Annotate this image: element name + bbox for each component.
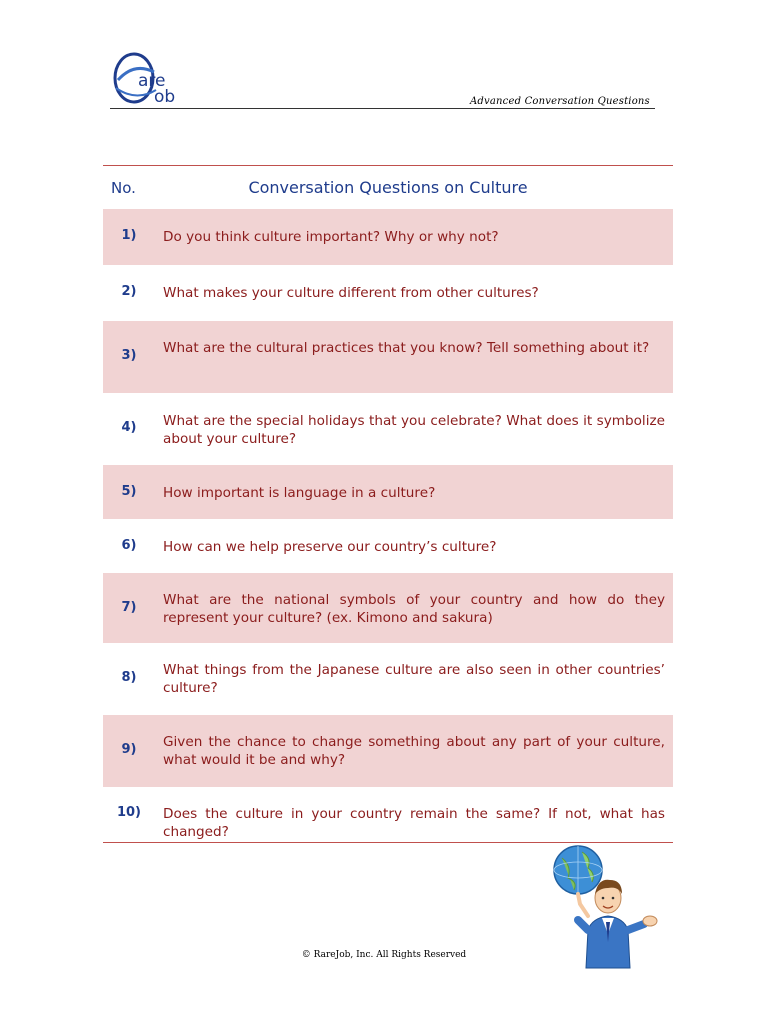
rarejob-logo xyxy=(112,52,212,108)
row-number: 2) xyxy=(121,284,137,299)
header-subtitle: Advanced Conversation Questions xyxy=(470,96,650,107)
table-header xyxy=(103,165,673,211)
column-no-header: No. xyxy=(111,179,136,197)
table-row xyxy=(103,265,673,321)
question-text: What are the special holidays that you celebrate? What does it symbolize about your culture? xyxy=(163,413,665,447)
table-row xyxy=(103,643,673,715)
row-number: 4) xyxy=(121,420,137,435)
row-number: 5) xyxy=(121,484,137,499)
table-row xyxy=(103,573,673,643)
table-row xyxy=(103,321,673,393)
question-text: How can we help preserve our country’s culture? xyxy=(163,539,497,555)
question-text: What are the national symbols of your country and how do they represent your culture? (ex. Kimono and sakura) xyxy=(163,592,665,626)
row-number: 8) xyxy=(121,670,137,685)
row-number: 10) xyxy=(116,805,142,820)
question-text: Does the culture in your country remain the same? If not, what has changed? xyxy=(163,806,665,840)
row-number: 7) xyxy=(121,600,137,615)
table-row xyxy=(103,465,673,519)
question-text: What things from the Japanese culture are also seen in other countries’ culture? xyxy=(163,662,665,696)
row-number: 6) xyxy=(121,538,137,553)
row-number: 1) xyxy=(121,228,137,243)
question-text: What makes your culture different from other cultures? xyxy=(163,285,539,301)
table-row xyxy=(103,209,673,265)
table-row xyxy=(103,393,673,465)
copyright-footer: © RareJob, Inc. All Rights Reserved xyxy=(301,950,467,960)
table-title: Conversation Questions on Culture xyxy=(248,178,528,197)
question-text: What are the cultural practices that you know? Tell something about it? xyxy=(163,340,650,356)
question-text: Given the chance to change something about any part of your culture, what would it be and why? xyxy=(163,734,665,768)
header-divider xyxy=(110,108,655,109)
question-text: Do you think culture important? Why or why not? xyxy=(163,229,499,245)
questions-table xyxy=(103,165,673,840)
table-row xyxy=(103,787,673,843)
question-text: How important is language in a culture? xyxy=(163,485,436,501)
row-number: 3) xyxy=(121,348,137,363)
row-number: 9) xyxy=(121,742,137,757)
table-row xyxy=(103,519,673,573)
logo-text-are: are xyxy=(138,71,166,91)
logo-text-ob: ob xyxy=(154,87,176,107)
table-row xyxy=(103,715,673,787)
